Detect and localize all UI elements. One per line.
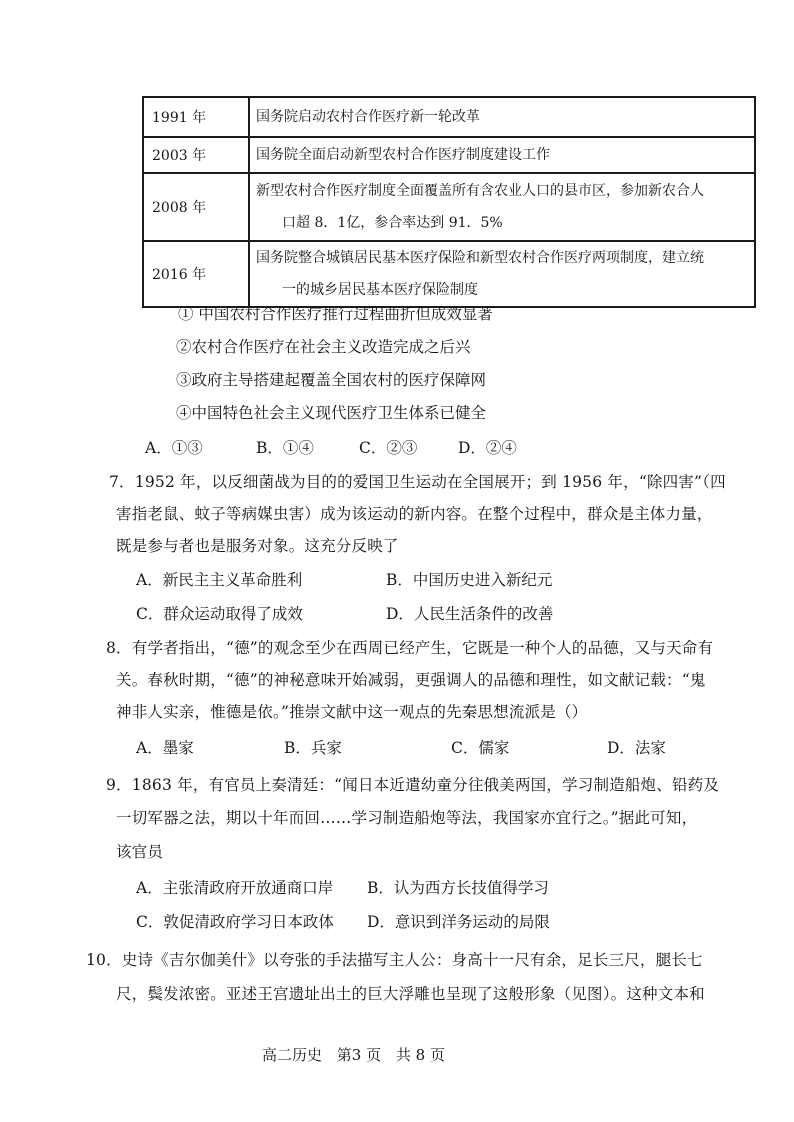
q7-option-b[interactable]: B．中国历史进入新纪元: [386, 571, 553, 589]
q9-option-d[interactable]: D．意识到洋务运动的局限: [367, 913, 550, 931]
table-event: [249, 241, 755, 307]
table-event-line: 新型农村合作医疗制度全面覆盖所有含农业人口的县市区，参加新农合人: [256, 183, 704, 199]
q9-option-a[interactable]: A．主张清政府开放通商口岸: [136, 879, 334, 897]
q6-statement-2: ②农村合作医疗在社会主义改造完成之后兴: [176, 338, 471, 356]
table-row: [143, 137, 755, 173]
q10-line-2: 尺，鬓发浓密。亚述王宫遗址出土的巨大浮雕也呈现了这般形象（见图）。这种文本和: [116, 985, 705, 1003]
q9-line-3: 该官员: [116, 843, 164, 861]
q6-option-b[interactable]: B．①④: [256, 439, 314, 457]
table-event-line: 一的城乡居民基本医疗保险制度: [282, 282, 478, 298]
q9-line-1: 9．1863 年，有官员上奏清廷：“闻日本近遣幼童分往俄美两国，学习制造船炮、铅药及: [106, 776, 720, 794]
q8-option-b[interactable]: B．兵家: [284, 739, 342, 757]
table-year: 1991 年: [143, 97, 249, 137]
q7-line-2: 害指老鼠、蚊子等病媒虫害）成为该运动的新内容。在整个过程中，群众是主体力量，: [116, 505, 713, 523]
q7-line-3: 既是参与者也是服务对象。这充分反映了: [116, 537, 399, 555]
table-event-line: 口超 8．1亿，参合率达到 91．5%: [282, 215, 503, 231]
table-year: 2016 年: [143, 241, 249, 307]
q6-statement-3: ③政府主导搭建起覆盖全国农村的医疗保障网: [176, 371, 487, 389]
medical-reform-table: [142, 96, 756, 308]
table-row: [143, 241, 755, 307]
q6-statement-4: ④中国特色社会主义现代医疗卫生体系已健全: [176, 404, 487, 422]
q8-line-2: 关。春秋时期，“德”的神秘意味开始减弱，更强调人的品德和理性，如文献记载：“鬼: [116, 671, 706, 689]
q7-option-c[interactable]: C．群众运动取得了成效: [136, 605, 303, 623]
footer-total-pages: 共 8 页: [395, 1046, 445, 1064]
q7-line-1: 7．1952 年，以反细菌战为目的的爱国卫生运动在全国展开；到 1956 年，“除四害”（四: [109, 473, 726, 491]
q7-option-a[interactable]: A．新民主主义革命胜利: [136, 571, 303, 589]
table-event: [249, 137, 755, 173]
q6-option-a[interactable]: A．①③: [145, 439, 203, 457]
table-row: [143, 173, 755, 241]
q8-option-d[interactable]: D．法家: [607, 739, 666, 757]
q6-option-d[interactable]: D．②④: [458, 439, 517, 457]
q10-line-1: 10．史诗《吉尔伽美什》以夸张的手法描写主人公：身高十一尺有余，足长三尺，腿长七: [86, 951, 703, 969]
table-event: [249, 97, 755, 137]
q9-line-2: 一切军器之法，期以十年而回……学习制造船炮等法，我国家亦宜行之。”据此可知，: [116, 809, 698, 827]
q6-option-c[interactable]: C．②③: [359, 439, 418, 457]
footer-page-number: 第3 页: [336, 1046, 382, 1064]
table-event-line: 国务院整合城镇居民基本医疗保险和新型农村合作医疗两项制度，建立统: [256, 250, 704, 266]
q8-option-c[interactable]: C．儒家: [451, 739, 510, 757]
table-event-line: 国务院全面启动新型农村合作医疗制度建设工作: [256, 147, 550, 163]
q9-option-b[interactable]: B．认为西方长技值得学习: [367, 879, 549, 897]
q7-option-d[interactable]: D．人民生活条件的改善: [386, 605, 554, 623]
q8-line-1: 8．有学者指出，“德”的观念至少在西周已经产生，它既是一种个人的品德，又与天命有: [106, 639, 714, 657]
table-year: 2003 年: [143, 137, 249, 173]
table-row: [143, 97, 755, 137]
q6-statement-1: ① 中国农村合作医疗推行过程曲折但成效显著: [178, 305, 493, 323]
q8-line-3: 神非人实亲，惟德是依。”推崇文献中这一观点的先秦思想流派是（）: [116, 703, 588, 721]
page-footer: [262, 1044, 455, 1065]
table-year: 2008 年: [143, 173, 249, 241]
table-event-line: 国务院启动农村合作医疗新一轮改革: [256, 109, 480, 125]
q8-option-a[interactable]: A．墨家: [136, 739, 194, 757]
table-event: [249, 173, 755, 241]
q9-option-c[interactable]: C．敦促清政府学习日本政体: [136, 913, 334, 931]
footer-subject: 高二历史: [262, 1046, 323, 1064]
